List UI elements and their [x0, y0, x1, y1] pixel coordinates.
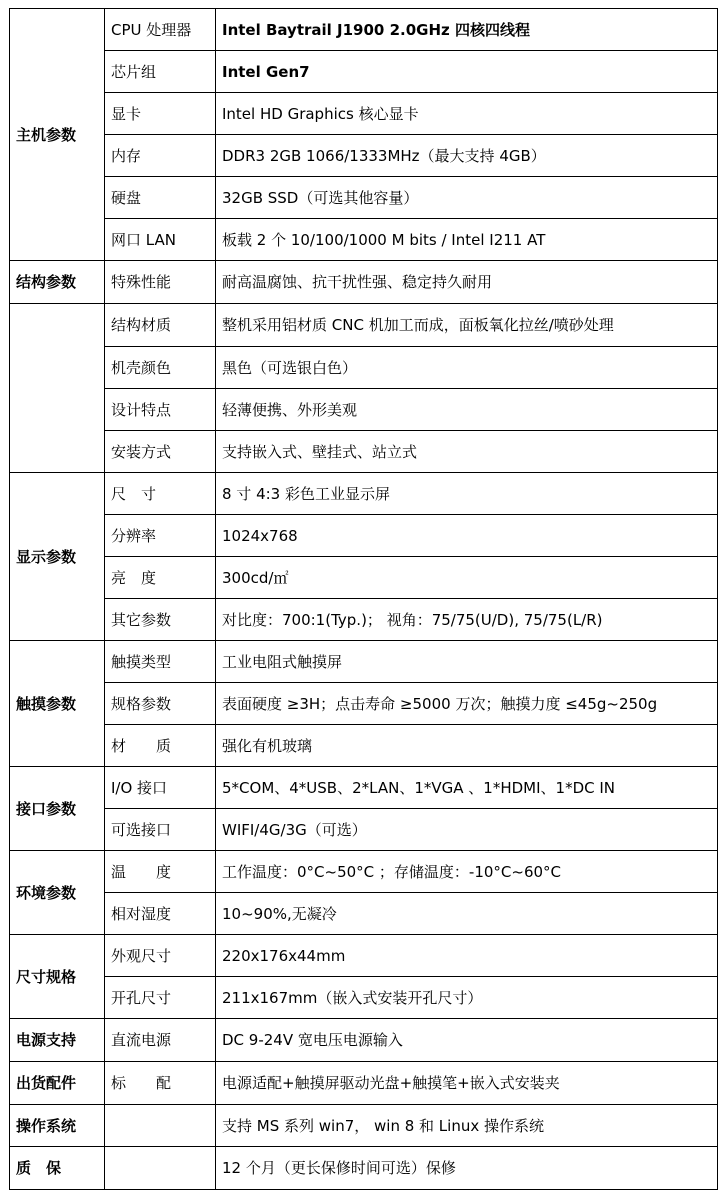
group-label: 电源支持: [10, 1019, 105, 1062]
group-label: 主机参数: [10, 9, 105, 261]
spec-label: 温 度: [105, 851, 216, 893]
spec-value: 211x167mm（嵌入式安装开孔尺寸）: [216, 977, 718, 1019]
group-label: 尺寸规格: [10, 935, 105, 1019]
spec-label: 触摸类型: [105, 641, 216, 683]
spec-label: 标 配: [105, 1062, 216, 1105]
spec-value: 黑色（可选银白色）: [216, 347, 718, 389]
spec-row: [10, 261, 718, 304]
spec-row: [10, 1019, 718, 1062]
spec-label: 亮 度: [105, 557, 216, 599]
spec-value: 8 寸 4:3 彩色工业显示屏: [216, 473, 718, 515]
group-label: 环境参数: [10, 851, 105, 935]
spec-row: [10, 1147, 718, 1190]
spec-label: 可选接口: [105, 809, 216, 851]
spec-row: [10, 977, 718, 1019]
spec-value: 10~90%,无凝冷: [216, 893, 718, 935]
spec-row: [10, 389, 718, 431]
spec-label: 直流电源: [105, 1019, 216, 1062]
spec-value: 支持 MS 系列 win7， win 8 和 Linux 操作系统: [216, 1105, 718, 1147]
spec-label: 显卡: [105, 93, 216, 135]
spec-value: 工作温度：0°C~50°C ；存储温度：-10°C~60°C: [216, 851, 718, 893]
spec-value: 支持嵌入式、壁挂式、站立式: [216, 431, 718, 473]
spec-value: 强化有机玻璃: [216, 725, 718, 767]
spec-value: 220x176x44mm: [216, 935, 718, 977]
group-label: 显示参数: [10, 473, 105, 641]
spec-value: 耐高温腐蚀、抗干扰性强、稳定持久耐用: [216, 261, 718, 304]
spec-value: 整机采用铝材质 CNC 机加工而成，面板氧化拉丝/喷砂处理: [216, 304, 718, 347]
spec-row: [10, 683, 718, 725]
spec-value: Intel Baytrail J1900 2.0GHz 四核四线程: [216, 9, 718, 51]
spec-value: DC 9-24V 宽电压电源输入: [216, 1019, 718, 1062]
spec-label: 特殊性能: [105, 261, 216, 304]
spec-row: [10, 851, 718, 893]
spec-row: [10, 219, 718, 261]
spec-row: [10, 1105, 718, 1147]
spec-label: 机壳颜色: [105, 347, 216, 389]
spec-label: 网口 LAN: [105, 219, 216, 261]
spec-label: 结构材质: [105, 304, 216, 347]
spec-label: 尺 寸: [105, 473, 216, 515]
spec-value: 32GB SSD（可选其他容量）: [216, 177, 718, 219]
spec-row: [10, 515, 718, 557]
spec-row: [10, 767, 718, 809]
spec-row: [10, 93, 718, 135]
spec-label: 开孔尺寸: [105, 977, 216, 1019]
spec-label: I/O 接口: [105, 767, 216, 809]
spec-row: [10, 473, 718, 515]
group-label: 操作系统: [10, 1105, 105, 1147]
spec-label: [105, 1147, 216, 1190]
spec-value: 300cd/㎡: [216, 557, 718, 599]
spec-label: 芯片组: [105, 51, 216, 93]
spec-row: [10, 135, 718, 177]
spec-label: 规格参数: [105, 683, 216, 725]
group-label: 出货配件: [10, 1062, 105, 1105]
spec-row: [10, 51, 718, 93]
spec-row: [10, 809, 718, 851]
spec-row: [10, 935, 718, 977]
spec-value: 工业电阻式触摸屏: [216, 641, 718, 683]
spec-label: 其它参数: [105, 599, 216, 641]
spec-row: [10, 1062, 718, 1105]
spec-label: 设计特点: [105, 389, 216, 431]
spec-row: [10, 347, 718, 389]
spec-row: [10, 177, 718, 219]
group-label: 接口参数: [10, 767, 105, 851]
spec-value: Intel Gen7: [216, 51, 718, 93]
spec-value: DDR3 2GB 1066/1333MHz（最大支持 4GB）: [216, 135, 718, 177]
spec-value: 对比度：700:1(Typ.)； 视角：75/75(U/D), 75/75(L/R): [216, 599, 718, 641]
spec-value: 1024x768: [216, 515, 718, 557]
group-label: 质 保: [10, 1147, 105, 1190]
spec-row: [10, 725, 718, 767]
group-label: 结构参数: [10, 261, 105, 304]
spec-label: 内存: [105, 135, 216, 177]
spec-row: [10, 641, 718, 683]
spec-table-body: [10, 9, 718, 1190]
spec-label: CPU 处理器: [105, 9, 216, 51]
spec-value: Intel HD Graphics 核心显卡: [216, 93, 718, 135]
spec-label: 外观尺寸: [105, 935, 216, 977]
spec-value: 表面硬度 ≥3H；点击寿命 ≥5000 万次；触摸力度 ≤45g~250g: [216, 683, 718, 725]
spec-label: [105, 1105, 216, 1147]
spec-label: 相对湿度: [105, 893, 216, 935]
spec-label: 安装方式: [105, 431, 216, 473]
spec-value: 5*COM、4*USB、2*LAN、1*VGA 、1*HDMI、1*DC IN: [216, 767, 718, 809]
spec-label: 材 质: [105, 725, 216, 767]
spec-row: [10, 599, 718, 641]
spec-table: [9, 8, 718, 1190]
spec-value: 板载 2 个 10/100/1000 M bits / Intel I211 AT: [216, 219, 718, 261]
spec-value: 电源适配+触摸屏驱动光盘+触摸笔+嵌入式安装夹: [216, 1062, 718, 1105]
spec-value: WIFI/4G/3G（可选）: [216, 809, 718, 851]
spec-row: [10, 557, 718, 599]
spec-row: [10, 893, 718, 935]
spec-value: 12 个月（更长保修时间可选）保修: [216, 1147, 718, 1190]
spec-label: 硬盘: [105, 177, 216, 219]
spec-label: 分辨率: [105, 515, 216, 557]
spec-row: [10, 304, 718, 347]
spec-row: [10, 431, 718, 473]
group-label: 触摸参数: [10, 641, 105, 767]
group-label: [10, 304, 105, 473]
spec-row: [10, 9, 718, 51]
spec-value: 轻薄便携、外形美观: [216, 389, 718, 431]
